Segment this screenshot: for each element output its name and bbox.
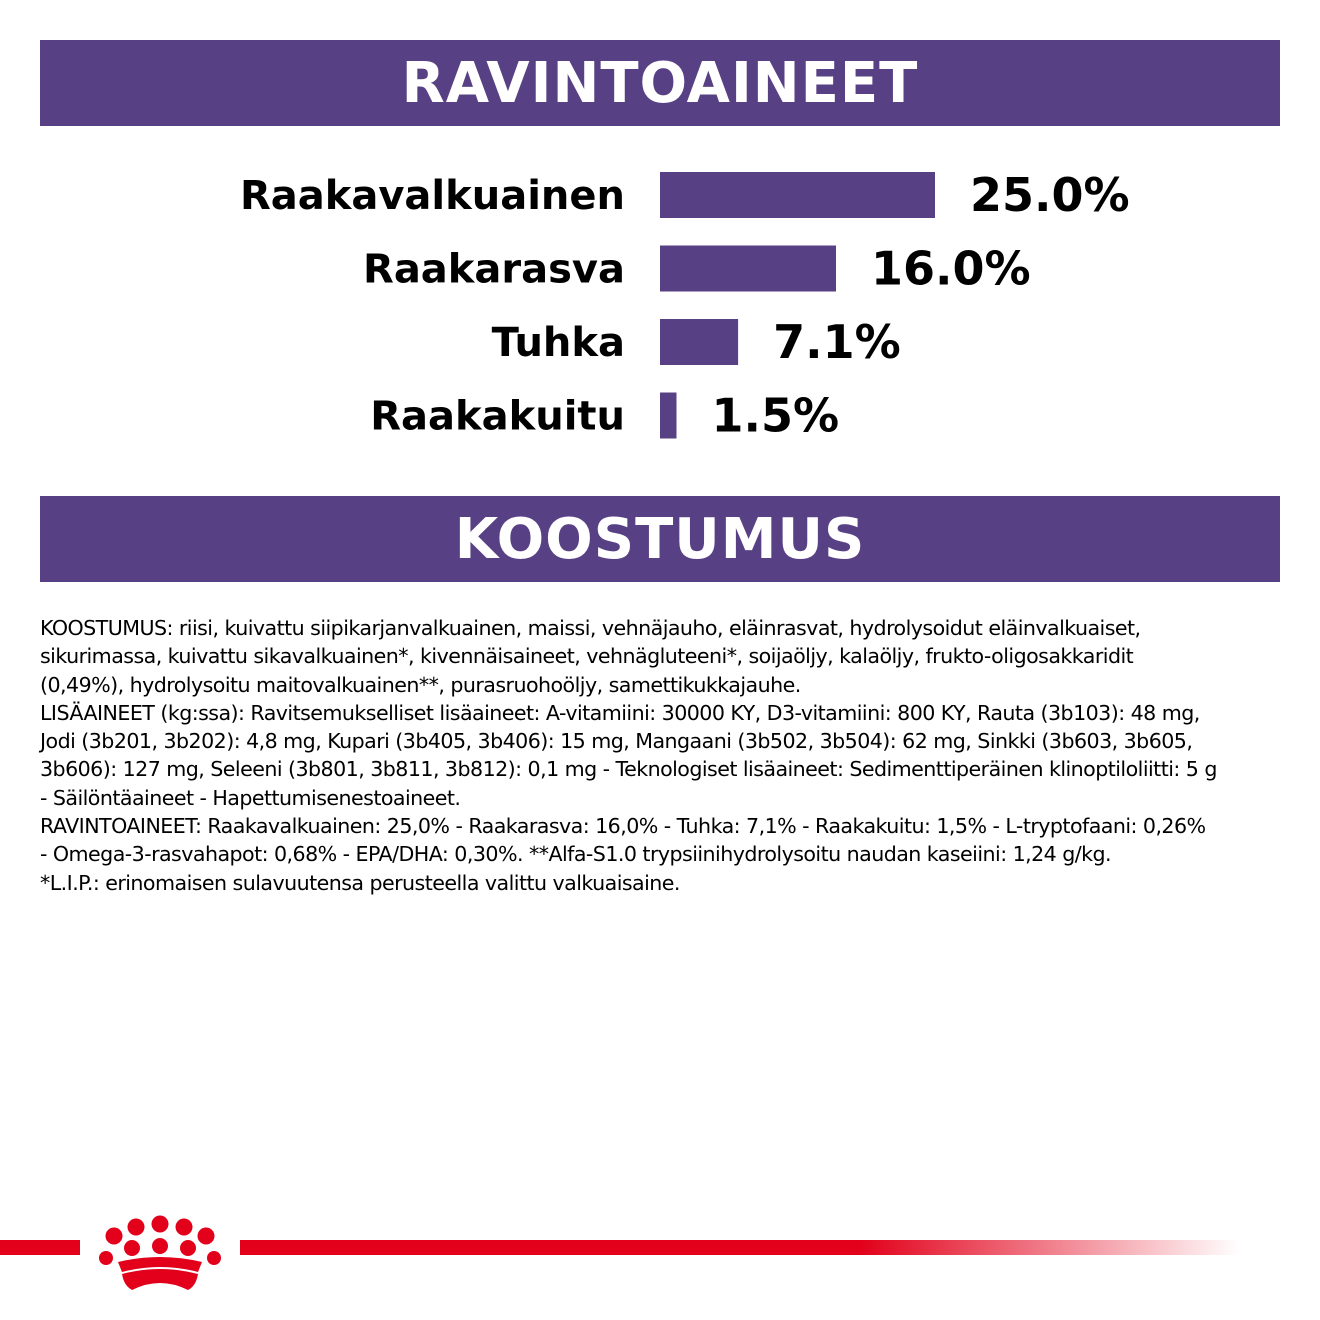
bar: [660, 393, 677, 439]
bar: [660, 319, 738, 365]
value-label: 7.1%: [773, 315, 901, 369]
composition-line: 3b606): 127 mg, Seleeni (3b801, 3b811, 3b812): 0,1 mg - Teknologiset lisäaineet: Sedimenttiperäinen klinoptiloliitti: 5 g: [40, 757, 1217, 782]
category-label: Raakavalkuainen: [239, 173, 625, 219]
composition-line: KOOSTUMUS: riisi, kuivattu siipikarjanvalkuainen, maissi, vehnäjauho, eläinrasvat, hydrolysoidut eläinvalkuaiset,: [40, 616, 1141, 640]
footer-brand-bar: [0, 1206, 1320, 1320]
composition-line: - Omega-3-rasvahapot: 0,68% - EPA/DHA: 0,30%. **Alfa-S1.0 trypsiinihydrolysoitu naudan kaseiini: 1,24 g/kg.: [40, 842, 1112, 867]
composition-line: - Säilöntäaineet - Hapettumisenestoaineet.: [40, 785, 461, 810]
composition-line: sikurimassa, kuivattu sikavalkuainen*, kivennäisaineet, vehnägluteeni*, soijaöljy, kalaöljy, frukto-oligosakkaridit: [40, 644, 1134, 669]
composition-line: *L.I.P.: erinomaisen sulavuutensa perusteella valittu valkuaisaine.: [40, 870, 680, 895]
footer-red-line-left: [0, 1240, 80, 1255]
composition-line: RAVINTOAINEET: Raakavalkuainen: 25,0% - Raakarasva: 16,0% - Tuhka: 7,1% - Raakakuitu: 1,5% - L-tryptofaani: 0,26%: [40, 814, 1206, 839]
nutrients-bar-chart: [0, 160, 1320, 460]
nutrients-header: [40, 40, 1280, 126]
composition-line: LISÄAINEET (kg:ssa): Ravitsemukselliset lisäaineet: A-vitamiini: 30000 KY, D3-vitamiini: 800 KY, Rauta (3b103): 48 mg,: [40, 700, 1200, 725]
composition-header: [40, 496, 1280, 582]
category-label: Raakarasva: [363, 246, 625, 293]
composition-line: (0,49%), hydrolysoitu maitovalkuainen**, purasruohoöljy, samettikukkajauhe.: [40, 672, 801, 697]
footer-red-line-right: [240, 1240, 1240, 1255]
value-label: 16.0%: [871, 241, 1031, 296]
composition-text: [40, 614, 1285, 897]
value-label: 1.5%: [711, 388, 840, 443]
royal-canin-crown-icon: [99, 1216, 221, 1291]
bar: [660, 172, 935, 218]
category-label: Raakakuitu: [370, 393, 625, 440]
nutrients-title: RAVINTOAINEET: [401, 50, 919, 116]
category-label: Tuhka: [491, 320, 625, 366]
composition-title: KOOSTUMUS: [454, 506, 866, 572]
bar: [660, 246, 836, 292]
composition-line: Jodi (3b201, 3b202): 4,8 mg, Kupari (3b405, 3b406): 15 mg, Mangaani (3b502, 3b504): 62 mg, Sinkki (3b603, 3b605,: [40, 729, 1193, 754]
value-label: 25.0%: [970, 168, 1130, 222]
